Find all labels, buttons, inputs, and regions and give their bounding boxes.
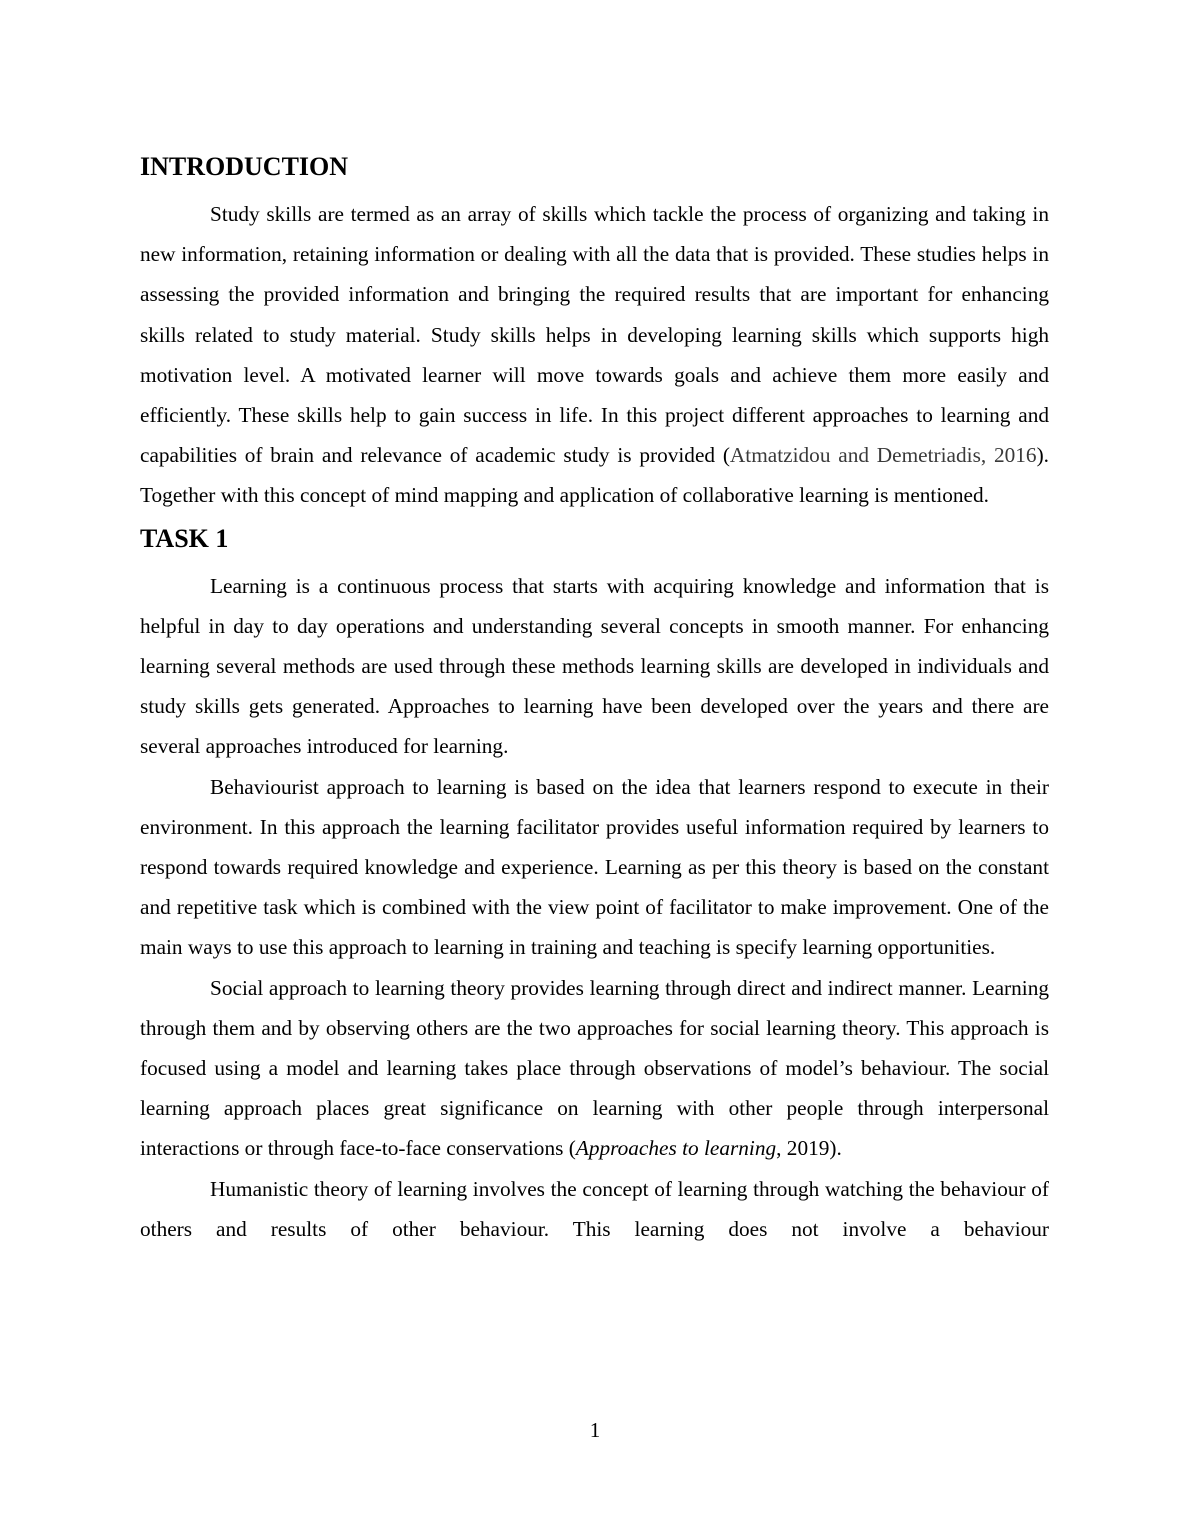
text: Study skills are termed as an array of skills which tackle the process of organizing and taking in new information, retaining information or dealing with all the data that is provided. These studies helps in assessing the provided information and bringing the required results that are important for enhancing skills related to study material. Study skills helps in developing learning skills which supports high motivation level. A motivated learner will move towards goals and achieve them more easily and efficiently. These skills help to gain success in life. In this project different approaches to learning and capabilities of brain and relevance of academic study is provided (: [140, 202, 1049, 468]
section-heading-introduction: INTRODUCTION: [140, 152, 349, 181]
document-body: [140, 150, 1049, 1249]
paragraph: Humanistic theory of learning involves the concept of learning through watching the behaviour of others and results of other behaviour. This learning does not involve a behaviour: [140, 1176, 1049, 1241]
paragraph: [140, 968, 1049, 1169]
text: , 2019).: [776, 1136, 842, 1161]
text: ). Together with this concept of mind mapping and application of collaborative learning is mentioned.: [140, 443, 1049, 508]
paragraph: Learning is a continuous process that starts with acquiring knowledge and information that is helpful in day to day operations and understanding several concepts in smooth manner. For enhancing learning several methods are used through these methods learning skills are developed in individuals and study skills gets generated. Approaches to learning have been developed over the years and there are several approaches introduced for learning.: [140, 573, 1049, 759]
citation-italic: Approaches to learning: [575, 1136, 777, 1161]
page-number: 1: [589, 1418, 601, 1442]
section-heading-task1: TASK 1: [140, 523, 229, 553]
paragraph: Behaviourist approach to learning is based on the idea that learners respond to execute in their environment. In this approach the learning facilitator provides useful information required by learners to respond towards required knowledge and experience. Learning as per this theory is based on the constant and repetitive task which is combined with the view point of facilitator to make improvement. One of the main ways to use this approach to learning in training and teaching is specify learning opportunities.: [140, 774, 1049, 960]
citation: Atmatzidou and Demetriadis, 2016: [729, 443, 1037, 468]
intro-paragraph: [140, 194, 1049, 516]
text: Social approach to learning theory provides learning through direct and indirect manner. Learning through them and by observing others are the two approaches for social learning theory. This approach is focused using a model and learning takes place through observations of model’s behaviour. The social learning approach places great significance on learning with other people through interpersonal interactions or through face-to-face conservations (: [140, 975, 1049, 1161]
